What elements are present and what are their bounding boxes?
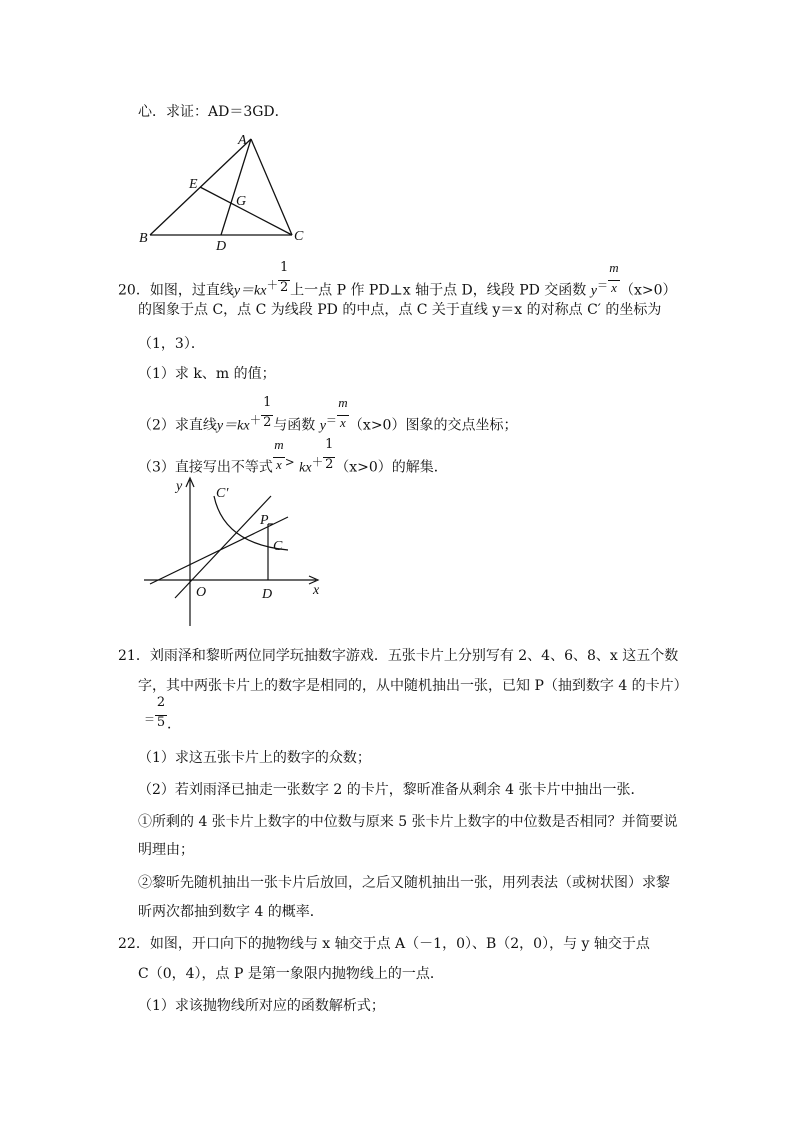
label-o: O	[196, 585, 207, 600]
p20-line2: 的图象于点 C，点 C 为线段 PD 的中点，点 C 关于直线 y＝x 的对称点 C′ 的坐标为	[138, 302, 662, 318]
coordinate-figure	[140, 474, 335, 632]
triangle-figure	[136, 130, 316, 252]
label-d: D	[216, 239, 227, 252]
p19-line: 心．求证：AD＝3GD．	[138, 104, 289, 120]
label-g: G	[236, 194, 247, 209]
p21-sub1b: 明理由；	[138, 842, 194, 858]
fraction-m-over-x: $\frac{m}{x}$	[609, 260, 619, 295]
fraction-one-half: $\frac{1}{2}$	[280, 260, 289, 295]
label-y-axis: y	[176, 479, 183, 494]
p20-q1: （1）求 k、m 的值；	[138, 366, 276, 382]
p21-line3: ＝ $\frac{2}{5}$ ．	[144, 695, 181, 733]
p22-q1: （1）求该抛物线所对应的函数解析式；	[138, 998, 385, 1014]
p21-sub1a: ①所剩的 4 张卡片上数字的中位数与原来 5 张卡片上数字的中位数是否相同？并简要说	[138, 814, 678, 830]
label-c: C	[273, 539, 283, 554]
p21-q1: （1）求这五张卡片上的数字的众数；	[138, 750, 371, 766]
fraction-m-over-x-q2: $\frac{m}{x}$	[338, 395, 348, 430]
p22-line2: C（0，4），点 P 是第一象限内抛物线上的一点．	[138, 966, 444, 982]
label-c-prime: C′	[216, 486, 229, 501]
p20-line3: （1，3）．	[138, 336, 205, 352]
p21-sub2b: 昕两次都抽到数字 4 的概率．	[138, 904, 324, 920]
p21-line2: 字，其中两张卡片上的数字是相同的，从中随机抽出一张，已知 P（抽到数字 4 的卡片）	[138, 678, 688, 694]
p21-sub2a: ②黎昕先随机抽出一张卡片后放回，之后又随机抽出一张，用列表法（或树状图）求黎	[138, 875, 670, 891]
label-c: C	[294, 229, 304, 244]
p20-line1: 20．如图，过直线y＝kx＋ $\frac{1}{2}$ 上一点 P 作 PD⊥x 轴于点 D，线段 PD 交函数 y＝ $\frac{m}{x}$ （x>0）	[118, 260, 677, 299]
p20-q2: （2）求直线y＝kx＋ $\frac{1}{2}$ 与函数 y＝ $\frac{m}{x}$ （x>0）图象的交点坐标；	[138, 395, 518, 434]
line-y-kx	[175, 496, 271, 598]
fraction-m-over-x-q3: $\frac{m}{x}$	[274, 437, 284, 472]
p20-q3: （3）直接写出不等式 $\frac{m}{x}$ > kx＋ $\frac{1}{2}$ （x>0）的解集．	[138, 437, 448, 476]
fraction-one-half-q2: $\frac{1}{2}$	[263, 395, 272, 430]
label-x-axis: x	[313, 583, 320, 598]
label-d: D	[262, 587, 273, 602]
p21-q2: （2）若刘雨泽已抽走一张数字 2 的卡片，黎昕准备从剩余 4 张卡片中抽出一张．	[138, 782, 645, 798]
side-ac	[251, 139, 292, 235]
p22-line1: 22．如图，开口向下的抛物线与 x 轴交于点 A（－1，0）、B（2，0），与 y 轴交于点	[118, 936, 650, 952]
label-e: E	[189, 177, 198, 192]
fraction-two-fifths: $\frac{2}{5}$	[156, 695, 166, 730]
label-p: P	[260, 513, 269, 528]
label-a: A	[238, 133, 247, 148]
p21-line1: 21．刘雨泽和黎昕两位同学玩抽数字游戏．五张卡片上分别写有 2、4、6、8、x 这五个数	[118, 648, 679, 664]
label-b: B	[139, 231, 148, 246]
fraction-one-half-q3: $\frac{1}{2}$	[325, 437, 334, 472]
